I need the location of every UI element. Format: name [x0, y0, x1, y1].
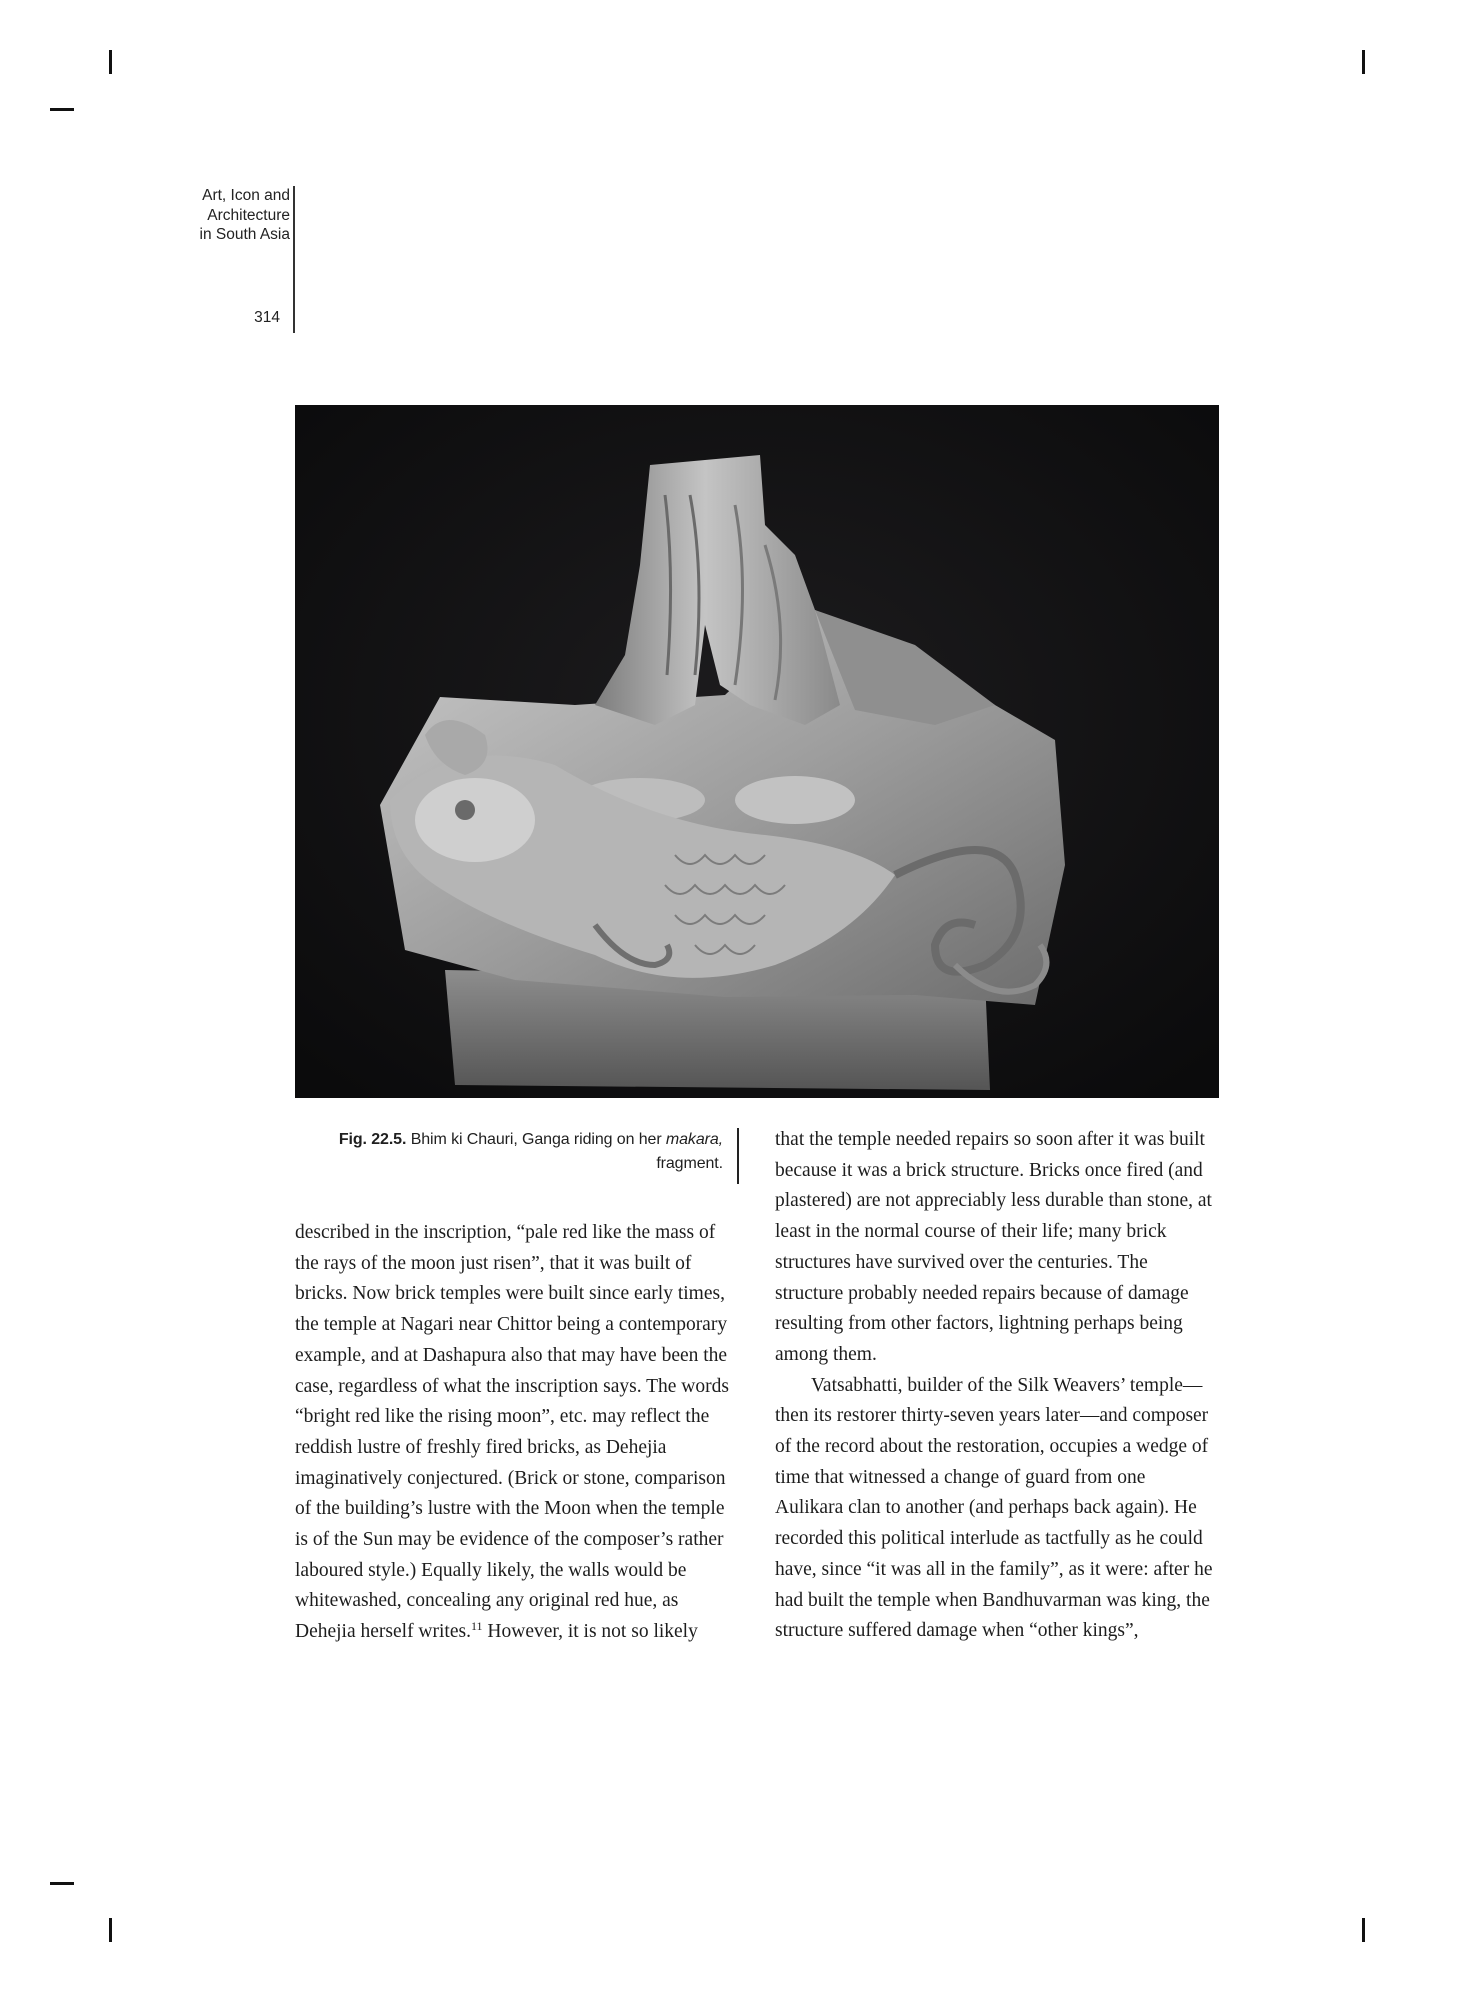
caption-italic: makara,	[665, 1131, 723, 1148]
footnote-reference[interactable]: 11	[470, 1619, 483, 1634]
body-paragraph: Vatsabhatti, builder of the Silk Weavers’ temple—then its restorer thirty-seven years later—and composer of the record about the restoration, occupies a wedge of time that witnessed a change of guard from one Aulikara clan to another (and perhaps back again). He recorded this political interlude as tactfully as he could have, since “it was all in the family”, as it were: after he had built the temple when Bandhuvarman was king, the structure suffered damage when “other kings”,	[775, 1374, 1213, 1642]
caption-text-end: fragment.	[656, 1155, 723, 1172]
caption-rule	[737, 1128, 739, 1184]
paragraph-text-end: However, it is not so likely	[482, 1621, 698, 1643]
page-number: 314	[254, 309, 280, 326]
body-paragraph	[295, 1218, 735, 1648]
figure-caption	[295, 1128, 723, 1176]
running-head-rule	[293, 186, 295, 333]
body-column-right	[775, 1125, 1215, 1647]
book-title-line-1: Art, Icon and	[202, 187, 290, 204]
book-title-line-2: Architecture	[207, 206, 290, 224]
crop-mark-top-left	[109, 50, 112, 74]
crop-mark-top-left-h	[50, 108, 74, 111]
book-title-line-3: in South Asia	[199, 226, 290, 243]
crop-mark-bottom-left	[109, 1918, 112, 1942]
caption-label: Fig. 22.5.	[338, 1131, 407, 1148]
caption-text: Bhim ki Chauri, Ganga riding on her	[406, 1131, 666, 1148]
crop-mark-bottom-right	[1362, 1918, 1365, 1942]
crop-mark-bottom-left-h	[50, 1882, 74, 1885]
sculpture-illustration	[295, 405, 1219, 1098]
figure-photo	[295, 405, 1219, 1098]
paragraph-text: described in the inscription, “pale red like the mass of the rays of the moon just risen”, that it was built of bricks. Now brick temples were built since early times, the temple at Nagari near Chittor being a contemporary example, and at Dashapura also that may have been the case, regardless of what the inscription says. The words “bright red like the rising moon”, etc. may reflect the reddish lustre of freshly fired bricks, as Dehejia imaginatively conjectured. (Brick or stone, comparison of the building’s lustre with the Moon when the temple is of the Sun may be evidence of the composer’s rather laboured style.) Equally likely, the walls would be whitewashed, concealing any original red hue, as Dehejia herself writes.	[295, 1222, 729, 1643]
body-paragraph: that the temple needed repairs so soon after it was built because it was a brick structure. Bricks once fired (and plastered) are not appreciably less durable than stone, at least in the normal course of their life; many brick structures have survived over the centuries. The structure probably needed repairs because of damage resulting from other factors, lightning perhaps being among them.	[775, 1129, 1212, 1365]
running-head	[150, 186, 290, 326]
crop-mark-top-right	[1362, 50, 1365, 74]
body-column-left	[295, 1218, 735, 1648]
